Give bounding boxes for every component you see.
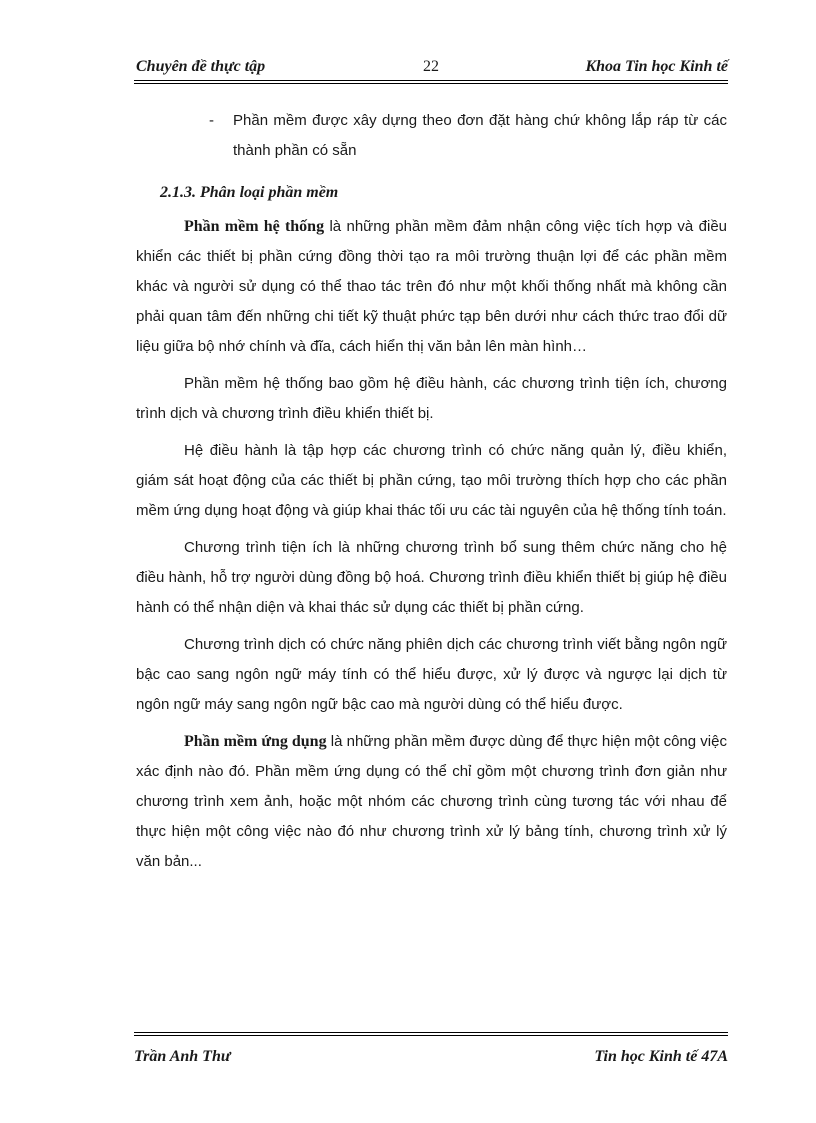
- bullet-text: Phần mềm được xây dựng theo đơn đặt hàng chứ không lắp ráp từ các thành phần có sẵn: [233, 112, 727, 159]
- term-system-software: Phần mềm hệ thống: [184, 218, 325, 235]
- header-document-title: Chuyên đề thực tập: [136, 58, 266, 75]
- header-rule-top: [134, 80, 728, 81]
- paragraph-system-software: [136, 212, 727, 362]
- paragraph-operating-system: Hệ điều hành là tập hợp các chương trình có chức năng quản lý, điều khiển, giám sát hoạt động của các thiết bị phần cứng, tạo môi trường thích hợp cho các phần mềm ứng dụng hoạt động và giúp khai thác tối ưu các tài nguyên của hệ thống tính toán.: [136, 442, 727, 519]
- page-header: [134, 58, 728, 78]
- paragraph-application-software: [136, 727, 727, 877]
- header-department: Khoa Tin học Kinh tế: [585, 58, 728, 75]
- footer-rule-bottom: [134, 1035, 728, 1036]
- footer-class: Tin học Kinh tế 47A: [594, 1048, 728, 1065]
- paragraph-utilities: Chương trình tiện ích là những chương trình bổ sung thêm chức năng cho hệ điều hành, hỗ trợ người dùng đồng bộ hoá. Chương trình điều khiển thiết bị giúp hệ điều hành có thể nhận diện và khai thác sử dụng các thiết bị phần cứng.: [136, 539, 727, 616]
- paragraph-application-software-text: là những phần mềm được dùng để thực hiện một công việc xác định nào đó. Phần mềm ứng dụng có thể chỉ gồm một chương trình đơn giản như chương trình xem ảnh, hoặc một nhóm các chương trình cùng tương tác với nhau để thực hiện một công việc nào đó như chương trình xử lý bảng tính, chương trình xử lý văn bản...: [136, 733, 727, 870]
- paragraph-system-components: Phần mềm hệ thống bao gồm hệ điều hành, các chương trình tiện ích, chương trình dịch và chương trình điều khiển thiết bị.: [136, 375, 727, 422]
- bullet-item: [136, 106, 727, 166]
- bullet-dash: -: [209, 112, 214, 129]
- footer-rule-top: [134, 1032, 728, 1033]
- page-footer: [134, 1048, 728, 1070]
- paragraph-compilers: Chương trình dịch có chức năng phiên dịch các chương trình viết bằng ngôn ngữ bậc cao sang ngôn ngữ máy tính có thể hiểu được, xử lý được và ngược lại dịch từ ngôn ngữ máy sang ngôn ngữ bậc cao mà người dùng có thể hiểu được.: [136, 636, 727, 713]
- page-body: [136, 106, 727, 877]
- header-page-number: 22: [423, 58, 439, 75]
- term-application-software: Phần mềm ứng dụng: [184, 733, 327, 750]
- section-heading: 2.1.3. Phân loại phần mềm: [160, 184, 339, 201]
- paragraph-system-software-text: là những phần mềm đảm nhận công việc tích hợp và điều khiển các thiết bị phần cứng đồng thời tạo ra môi trường thuận lợi để các phần mềm khác và người sử dụng có thể thao tác trên đó như một khối thống nhất mà không cần phải quan tâm đến những chi tiết kỹ thuật phức tạp bên dưới như cách thức trao đổi dữ liệu giữa bộ nhớ chính và đĩa, cách hiển thị văn bản lên màn hình…: [136, 218, 728, 355]
- header-rule-bottom: [134, 83, 728, 84]
- footer-author: Trần Anh Thư: [134, 1048, 231, 1065]
